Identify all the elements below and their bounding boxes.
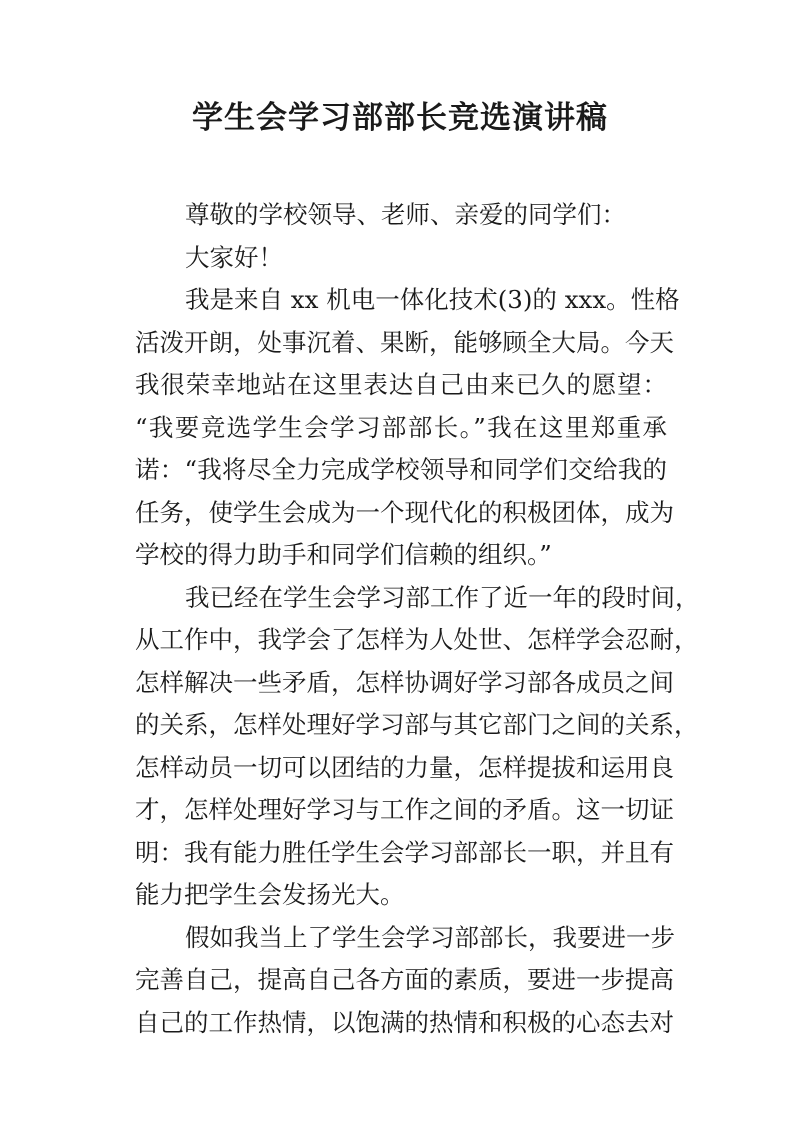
paragraph	[135, 279, 680, 577]
paragraph	[135, 194, 667, 237]
text-line: 自己的工作热情，以饱满的热情和积极的心态去对	[135, 1007, 674, 1037]
text-line: 我是来自 xx 机电一体化技术(3)的 xxx。性格	[185, 285, 680, 314]
paragraph	[135, 577, 700, 917]
text-line: 怎样解决一些矛盾，怎样协调好学习部各成员之间	[135, 667, 674, 697]
text-line: 明：我有能力胜任学生会学习部部长一职，并且有	[135, 837, 674, 867]
text-line: 我很荣幸地站在这里表达自己由来已久的愿望：	[135, 370, 667, 399]
text-line: 我已经在学生会学习部工作了近一年的段时间，	[185, 582, 700, 612]
text-line: 怎样动员一切可以团结的力量，怎样提拔和运用良	[135, 752, 674, 782]
text-line: 学校的得力助手和同学们信赖的组织。”	[135, 540, 552, 569]
text-line: 的关系，怎样处理好学习部与其它部门之间的关系，	[135, 710, 699, 739]
text-line: 从工作中，我学会了怎样为人处世、怎样学会忍耐，	[135, 625, 699, 654]
text-line: 大家好！	[185, 242, 283, 272]
text-line: 完善自己，提高自己各方面的素质，要进一步提高	[135, 965, 674, 994]
paragraph	[135, 237, 667, 280]
text-line: 才，怎样处理好学习与工作之间的矛盾。这一切证	[135, 795, 674, 824]
text-line: 能力把学生会发扬光大。	[135, 880, 405, 909]
text-line: “我要竞选学生会学习部部长。”我在这里郑重承	[135, 412, 667, 442]
document-body	[135, 194, 700, 1044]
text-line: 假如我当上了学生会学习部部长，我要进一步	[185, 922, 675, 952]
document-title: 学生会学习部部长竞选演讲稿	[192, 100, 608, 136]
text-line: 尊敬的学校领导、老师、亲爱的同学们：	[185, 200, 626, 229]
text-line: 活泼开朗，处事沉着、果断，能够顾全大局。今天	[135, 327, 674, 357]
paragraph	[135, 917, 675, 1045]
text-line: 诺：“我将尽全力完成学校领导和同学们交给我的	[135, 455, 667, 484]
text-line: 任务，使学生会成为一个现代化的积极团体，成为	[135, 497, 674, 527]
